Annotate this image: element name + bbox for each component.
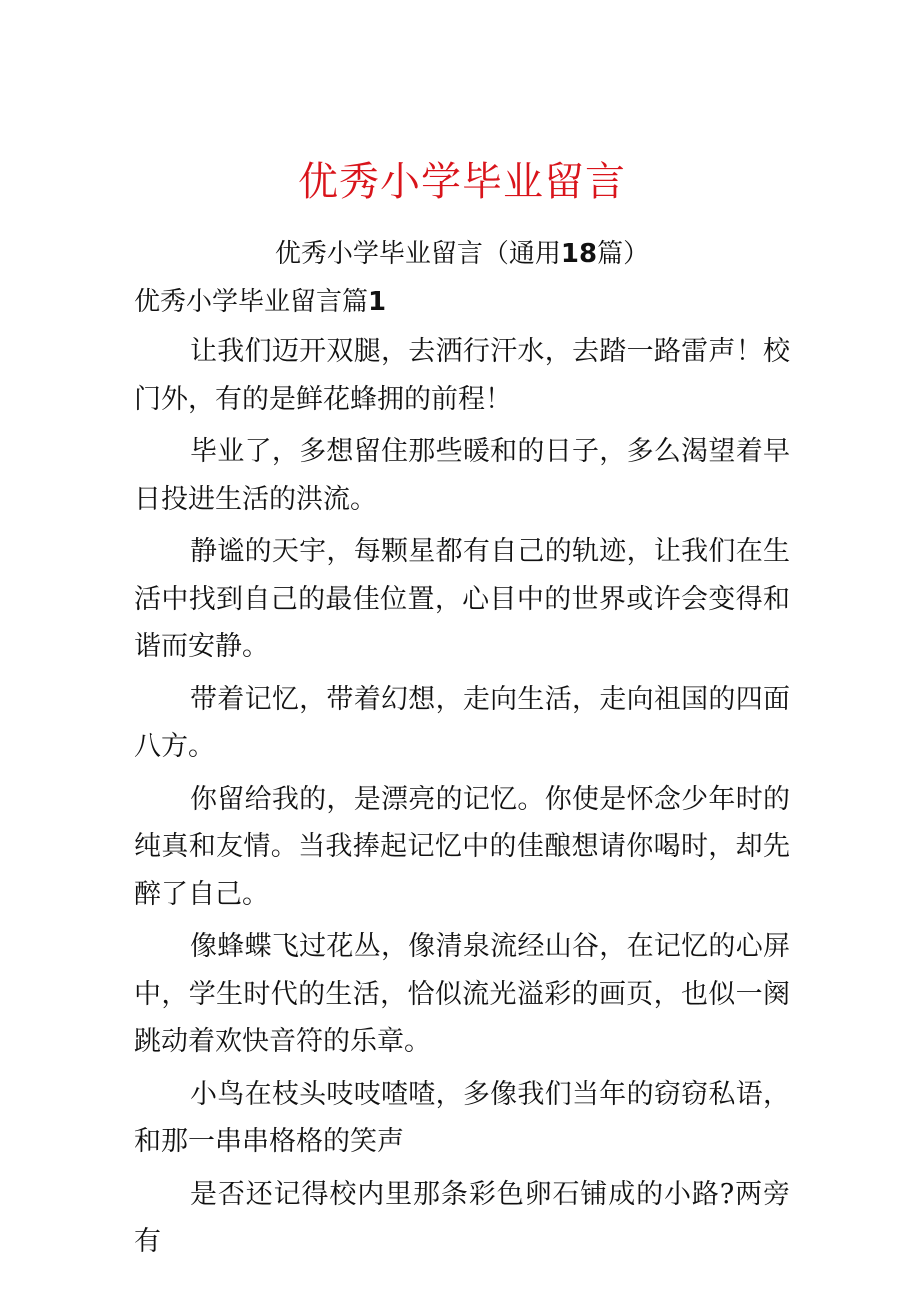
paragraph: 你留给我的，是漂亮的记忆。你使是怀念少年时的纯真和友情。当我捧起记忆中的佳酿想请你喝时，却先醉了自己。	[134, 783, 790, 910]
paragraph: 让我们迈开双腿，去洒行汗水，去踏一路雷声！校门外，有的是鲜花蜂拥的前程！	[134, 336, 790, 415]
paragraph: 毕业了，多想留住那些暖和的日子，多么渴望着早日投进生活的洪流。	[134, 436, 790, 515]
paragraph: 是否还记得校内里那条彩色卵石铺成的小路?两旁有	[134, 1178, 790, 1257]
document-title: 优秀小学毕业留言	[298, 159, 626, 205]
paragraph-list	[134, 328, 790, 1266]
paragraph: 小鸟在枝头吱吱喳喳，多像我们当年的窃窃私语，和那一串串格格的笑声	[134, 1078, 790, 1157]
section-heading: 优秀小学毕业留言篇1	[134, 287, 387, 317]
paragraph: 带着记忆，带着幻想，走向生活，走向祖国的四面八方。	[134, 683, 790, 762]
paragraph: 像蜂蝶飞过花丛，像清泉流经山谷，在记忆的心屏中，学生时代的生活，恰似流光溢彩的画页，也似一阕跳动着欢快音符的乐章。	[134, 931, 790, 1057]
paragraph: 静谧的天宇，每颗星都有自己的轨迹，让我们在生活中找到自己的最佳位置，心目中的世界或许会变得和谐而安静。	[134, 536, 790, 662]
document-subtitle: 优秀小学毕业留言（通用18篇）	[274, 239, 650, 269]
